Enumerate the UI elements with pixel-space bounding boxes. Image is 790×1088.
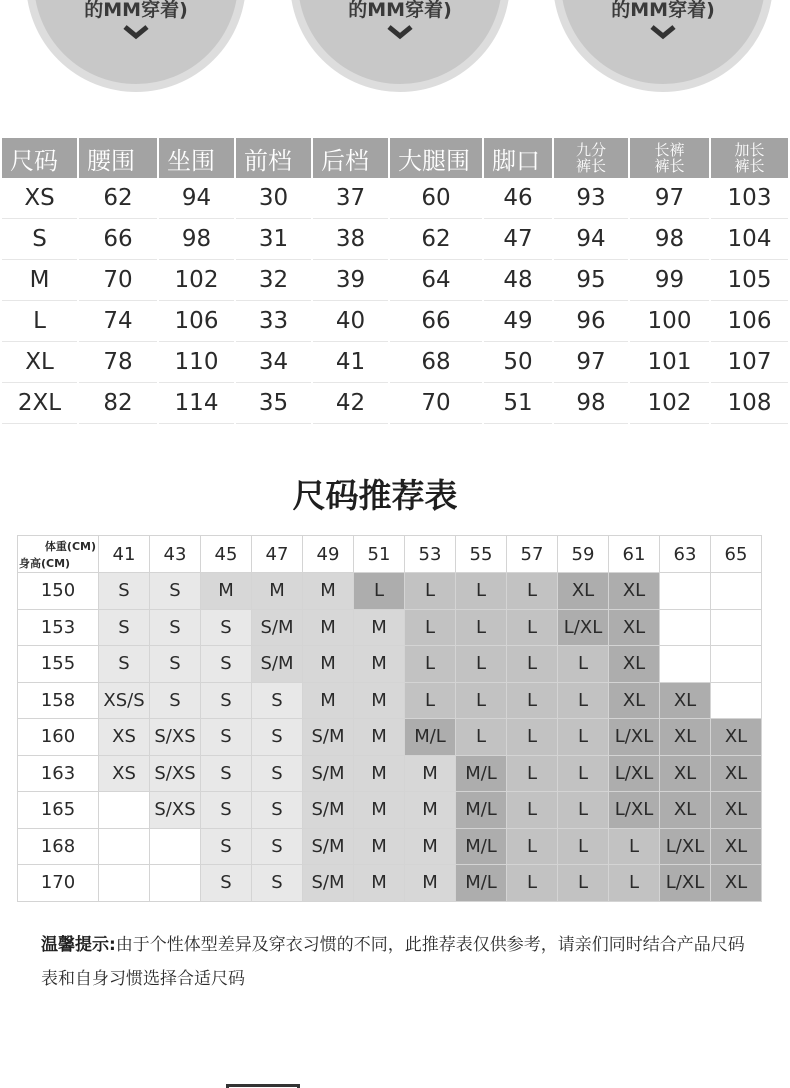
recommend-cell: M/L — [456, 865, 507, 902]
recommend-cell — [99, 792, 150, 829]
size-label-cell: 2XL — [2, 383, 77, 424]
recommend-cell: S/XS — [150, 755, 201, 792]
recommend-cell: M — [405, 828, 456, 865]
recommend-cell: S/M — [303, 755, 354, 792]
recommend-cell: M — [354, 646, 405, 683]
recommend-cell: L — [405, 609, 456, 646]
table-row — [2, 342, 788, 383]
recommend-cell: S/M — [303, 719, 354, 756]
measurement-cell: 70 — [390, 383, 482, 424]
recommend-cell — [711, 682, 762, 719]
measurement-cell: 94 — [159, 178, 234, 219]
recommend-cell: L — [405, 682, 456, 719]
tip-note — [41, 928, 761, 996]
table-row — [18, 792, 762, 829]
recommend-cell: L — [507, 719, 558, 756]
measurement-cell: 41 — [313, 342, 388, 383]
size-label-cell: S — [2, 219, 77, 260]
measurement-cell: 101 — [630, 342, 709, 383]
measurement-cell: 34 — [236, 342, 311, 383]
recommend-cell: M — [354, 719, 405, 756]
recommend-cell: L/XL — [558, 609, 609, 646]
measurement-cell: 103 — [711, 178, 788, 219]
weight-header-cell: 41 — [99, 536, 150, 573]
size-label-cell: M — [2, 260, 77, 301]
measurement-cell: 48 — [484, 260, 552, 301]
recommend-cell: L — [507, 828, 558, 865]
measurement-cell: 110 — [159, 342, 234, 383]
height-header-cell: 150 — [18, 573, 99, 610]
weight-header-cell: 49 — [303, 536, 354, 573]
recommend-cell: S — [252, 865, 303, 902]
recommend-cell: M — [303, 682, 354, 719]
size-table-header — [2, 138, 788, 178]
recommend-cell: S/M — [252, 609, 303, 646]
measurement-cell: 47 — [484, 219, 552, 260]
measurement-cell: 30 — [236, 178, 311, 219]
recommend-cell — [711, 646, 762, 683]
circle-badge-3 — [553, 0, 773, 92]
recommend-header-row — [18, 536, 762, 573]
recommend-cell: S — [150, 682, 201, 719]
recommend-cell: S/M — [303, 828, 354, 865]
height-header-cell: 153 — [18, 609, 99, 646]
table-row — [18, 682, 762, 719]
circle-label: 的MM穿着) — [348, 0, 452, 21]
measurement-cell: 95 — [554, 260, 628, 301]
recommend-cell: L — [507, 792, 558, 829]
measurement-cell: 64 — [390, 260, 482, 301]
recommend-cell: S — [252, 719, 303, 756]
weight-header-cell: 59 — [558, 536, 609, 573]
measurement-cell: 98 — [554, 383, 628, 424]
size-table-body — [2, 178, 788, 424]
recommend-cell — [660, 609, 711, 646]
recommend-cell: S — [150, 573, 201, 610]
recommend-cell: M — [303, 609, 354, 646]
measurement-cell: 102 — [159, 260, 234, 301]
measurement-cell: 94 — [554, 219, 628, 260]
recommend-cell: XL — [609, 682, 660, 719]
weight-header-cell: 51 — [354, 536, 405, 573]
size-header-cell: 大腿围 — [390, 138, 482, 178]
measurement-cell: 98 — [159, 219, 234, 260]
recommend-cell — [99, 828, 150, 865]
measurement-cell: 78 — [79, 342, 157, 383]
recommend-cell: L — [456, 646, 507, 683]
size-chart-table — [0, 138, 790, 424]
recommend-cell: L — [507, 755, 558, 792]
recommend-cell: M/L — [456, 828, 507, 865]
recommend-cell: S — [99, 609, 150, 646]
recommend-cell: M — [405, 792, 456, 829]
circle-label: 的MM穿着) — [611, 0, 715, 21]
recommend-cell: L — [456, 609, 507, 646]
recommend-cell: S — [99, 573, 150, 610]
recommend-table — [17, 535, 762, 902]
measurement-cell: 40 — [313, 301, 388, 342]
weight-header-cell: 53 — [405, 536, 456, 573]
recommend-cell: XS — [99, 755, 150, 792]
recommend-cell: M/L — [456, 755, 507, 792]
recommend-cell — [660, 646, 711, 683]
recommend-cell: S — [99, 646, 150, 683]
recommend-cell: L — [507, 573, 558, 610]
measurement-cell: 96 — [554, 301, 628, 342]
tip-text: 由于个性体型差异及穿衣习惯的不同，此推荐表仅供参考，请亲们同时结合产品尺码表和自身习惯选择合适尺码 — [41, 935, 745, 989]
recommend-cell: S — [150, 646, 201, 683]
size-header-cell: 后档 — [313, 138, 388, 178]
recommend-cell: L — [507, 865, 558, 902]
chevron-down-icon — [386, 24, 414, 40]
measurement-cell: 62 — [79, 178, 157, 219]
measurement-cell: 62 — [390, 219, 482, 260]
height-header-cell: 170 — [18, 865, 99, 902]
table-row — [2, 178, 788, 219]
recommend-cell: S/M — [252, 646, 303, 683]
recommend-cell — [711, 573, 762, 610]
recommend-cell — [150, 865, 201, 902]
circle-badge-2 — [290, 0, 510, 92]
recommend-cell: M — [354, 865, 405, 902]
recommend-cell: S — [201, 719, 252, 756]
cropped-heading-fragment — [226, 1080, 306, 1088]
measurement-cell: 93 — [554, 178, 628, 219]
size-header-cell: 尺码 — [2, 138, 77, 178]
recommend-cell: S — [252, 682, 303, 719]
measurement-cell: 106 — [159, 301, 234, 342]
weight-header-cell: 65 — [711, 536, 762, 573]
measurement-cell: 66 — [390, 301, 482, 342]
measurement-cell: 108 — [711, 383, 788, 424]
recommend-cell: M — [303, 646, 354, 683]
recommend-cell: S — [201, 646, 252, 683]
size-header-cell: 长裤 裤长 — [630, 138, 709, 178]
recommend-cell: XL — [711, 755, 762, 792]
weight-header-cell: 57 — [507, 536, 558, 573]
recommend-cell: M — [303, 573, 354, 610]
height-header-cell: 163 — [18, 755, 99, 792]
recommend-cell: S — [201, 609, 252, 646]
height-header-cell: 155 — [18, 646, 99, 683]
recommend-cell: XS — [99, 719, 150, 756]
recommend-cell: S — [201, 792, 252, 829]
height-header-cell: 158 — [18, 682, 99, 719]
recommend-cell: XL — [711, 828, 762, 865]
measurement-cell: 68 — [390, 342, 482, 383]
recommend-cell: S — [252, 792, 303, 829]
recommend-cell: XL — [558, 573, 609, 610]
recommend-cell: L — [558, 865, 609, 902]
recommend-cell — [711, 609, 762, 646]
recommend-cell: XL — [660, 682, 711, 719]
measurement-cell: 32 — [236, 260, 311, 301]
recommend-cell: L/XL — [609, 792, 660, 829]
measurement-cell: 66 — [79, 219, 157, 260]
table-row — [18, 865, 762, 902]
recommend-cell: L — [456, 682, 507, 719]
recommend-cell: L/XL — [609, 719, 660, 756]
circle-badge-1 — [26, 0, 246, 92]
measurement-cell: 106 — [711, 301, 788, 342]
recommend-cell: L — [405, 573, 456, 610]
height-header-cell: 165 — [18, 792, 99, 829]
height-header-cell: 168 — [18, 828, 99, 865]
circle-caption — [34, 0, 238, 20]
recommend-cell: L — [609, 865, 660, 902]
recommend-cell: L — [558, 755, 609, 792]
measurement-cell: 114 — [159, 383, 234, 424]
recommend-cell: L — [456, 573, 507, 610]
table-row — [2, 219, 788, 260]
recommend-title: 尺码推荐表 — [292, 476, 458, 515]
table-row — [18, 646, 762, 683]
measurement-cell: 33 — [236, 301, 311, 342]
recommend-cell: L — [558, 828, 609, 865]
tip-label: 温馨提示: — [41, 935, 116, 955]
measurement-cell: 46 — [484, 178, 552, 219]
recommend-cell: M/L — [405, 719, 456, 756]
recommend-cell: S — [201, 755, 252, 792]
recommend-cell: M — [354, 682, 405, 719]
weight-header-cell: 47 — [252, 536, 303, 573]
measurement-cell: 100 — [630, 301, 709, 342]
recommend-cell: L — [456, 719, 507, 756]
recommend-cell: M — [201, 573, 252, 610]
recommend-cell: S — [201, 828, 252, 865]
recommend-cell: S — [252, 755, 303, 792]
measurement-cell: 42 — [313, 383, 388, 424]
recommend-cell: S/M — [303, 865, 354, 902]
measurement-cell: 49 — [484, 301, 552, 342]
recommend-cell: M — [354, 792, 405, 829]
recommend-cell: XL — [711, 865, 762, 902]
measurement-cell: 107 — [711, 342, 788, 383]
measurement-cell: 70 — [79, 260, 157, 301]
recommend-cell: L — [507, 646, 558, 683]
recommend-cell: XL — [660, 792, 711, 829]
recommend-cell: M — [354, 609, 405, 646]
recommend-cell: L — [354, 573, 405, 610]
table-row — [2, 301, 788, 342]
size-header-cell: 前档 — [236, 138, 311, 178]
measurement-cell: 82 — [79, 383, 157, 424]
table-row — [2, 383, 788, 424]
size-header-cell: 九分 裤长 — [554, 138, 628, 178]
chevron-down-icon — [122, 24, 150, 40]
recommend-cell — [99, 865, 150, 902]
measurement-cell: 99 — [630, 260, 709, 301]
table-row — [2, 260, 788, 301]
recommend-cell: XL — [609, 646, 660, 683]
recommend-cell: L — [507, 682, 558, 719]
recommend-cell: M/L — [456, 792, 507, 829]
recommend-cell: S — [201, 682, 252, 719]
height-axis-label: 身高(CM) — [19, 557, 71, 570]
recommend-cell — [150, 828, 201, 865]
measurement-cell: 50 — [484, 342, 552, 383]
measurement-cell: 74 — [79, 301, 157, 342]
height-header-cell: 160 — [18, 719, 99, 756]
recommend-cell: L — [558, 646, 609, 683]
measurement-cell: 97 — [630, 178, 709, 219]
recommend-cell: XL — [711, 719, 762, 756]
weight-header-cell: 43 — [150, 536, 201, 573]
recommend-cell: L/XL — [660, 865, 711, 902]
size-header-cell: 加长 裤长 — [711, 138, 788, 178]
circle-caption — [561, 0, 765, 20]
circle-caption — [298, 0, 502, 20]
measurement-cell: 60 — [390, 178, 482, 219]
recommend-cell: S/XS — [150, 719, 201, 756]
recommend-cell: L — [405, 646, 456, 683]
recommend-cell: M — [405, 755, 456, 792]
recommend-cell: L — [558, 682, 609, 719]
measurement-cell: 51 — [484, 383, 552, 424]
recommend-cell: L — [507, 609, 558, 646]
recommend-cell: L — [609, 828, 660, 865]
size-header-cell: 坐围 — [159, 138, 234, 178]
measurement-cell: 38 — [313, 219, 388, 260]
table-row — [18, 573, 762, 610]
size-label-cell: XS — [2, 178, 77, 219]
recommend-cell: XL — [711, 792, 762, 829]
recommend-cell: L/XL — [609, 755, 660, 792]
measurement-cell: 39 — [313, 260, 388, 301]
measurement-cell: 102 — [630, 383, 709, 424]
table-row — [18, 609, 762, 646]
recommend-cell — [660, 573, 711, 610]
weight-header-cell: 55 — [456, 536, 507, 573]
recommend-cell: L/XL — [660, 828, 711, 865]
measurement-cell: 105 — [711, 260, 788, 301]
recommend-cell: S — [150, 609, 201, 646]
recommend-cell: S — [252, 828, 303, 865]
measurement-cell: 35 — [236, 383, 311, 424]
measurement-cell: 37 — [313, 178, 388, 219]
recommend-cell: XL — [609, 609, 660, 646]
recommend-cell: M — [405, 865, 456, 902]
table-row — [18, 719, 762, 756]
size-label-cell: L — [2, 301, 77, 342]
measurement-cell: 104 — [711, 219, 788, 260]
recommend-cell: XL — [660, 719, 711, 756]
recommend-cell: M — [354, 755, 405, 792]
table-row — [18, 828, 762, 865]
recommend-cell: S — [201, 865, 252, 902]
recommend-cell: XL — [660, 755, 711, 792]
axis-corner — [18, 536, 99, 573]
size-label-cell: XL — [2, 342, 77, 383]
recommend-cell: M — [354, 828, 405, 865]
weight-axis-label: 体重(CM) — [44, 540, 96, 553]
size-header-cell: 脚口 — [484, 138, 552, 178]
recommend-cell: S/XS — [150, 792, 201, 829]
measurement-cell: 97 — [554, 342, 628, 383]
weight-header-cell: 63 — [660, 536, 711, 573]
weight-header-cell: 61 — [609, 536, 660, 573]
measurement-cell: 31 — [236, 219, 311, 260]
recommend-cell: M — [252, 573, 303, 610]
chevron-down-icon — [649, 24, 677, 40]
weight-header-cell: 45 — [201, 536, 252, 573]
recommend-cell: XL — [609, 573, 660, 610]
recommend-cell: L — [558, 792, 609, 829]
recommend-cell: S/M — [303, 792, 354, 829]
measurement-cell: 98 — [630, 219, 709, 260]
recommend-cell: XS/S — [99, 682, 150, 719]
circle-label: 的MM穿着) — [84, 0, 188, 21]
size-header-cell: 腰围 — [79, 138, 157, 178]
recommend-cell: L — [558, 719, 609, 756]
table-row — [18, 755, 762, 792]
